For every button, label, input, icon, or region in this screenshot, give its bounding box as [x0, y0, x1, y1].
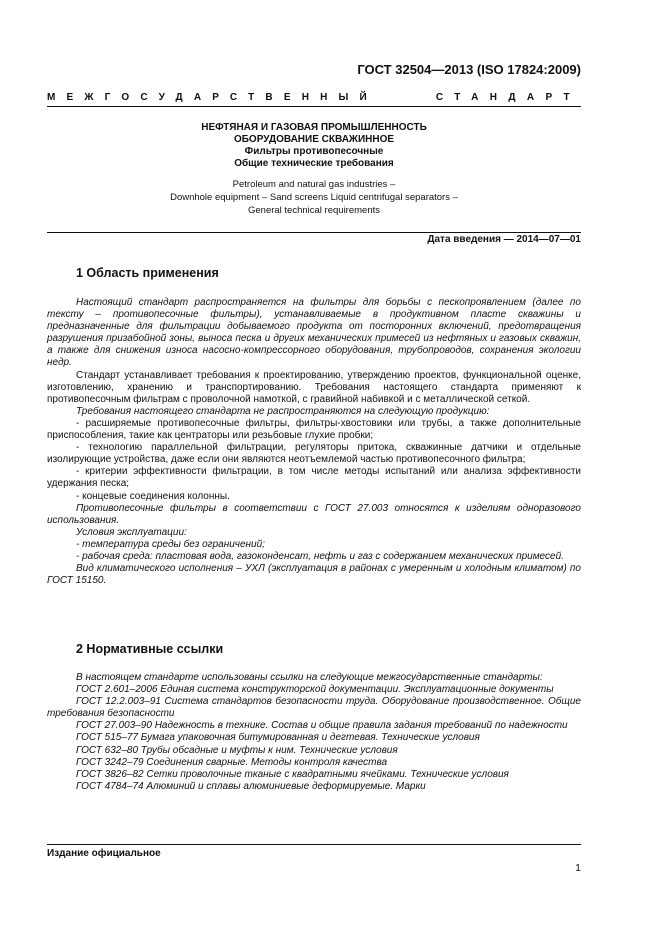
paragraph: В настоящем стандарте использованы ссылки на следующие межгосударственные стандарты: [76, 672, 543, 683]
footer-rule [47, 844, 581, 845]
list-item: - расширяемые противопесочные фильтры, фильтры-хвостовики или трубы, а также дополнительные приспособления, такие как центраторы или резьбовые глухие пробки; [47, 417, 581, 442]
reference-item: ГОСТ 12.2.003–91 Система стандартов безопасности труда. Оборудование производственное. Общие требования безопасности [47, 696, 581, 720]
title-rule [47, 232, 581, 233]
title-ru-line: Фильтры противопесочные [244, 146, 384, 157]
document-title-block [47, 122, 581, 217]
list-item: - технологию параллельной фильтрации, регуляторы притока, скважинные датчики и отдельные изолирующие устройства, даже если они являются неотъемлемой частью противопесочного фильтра; [47, 442, 581, 466]
section-heading-scope: 1 Область применения [76, 266, 219, 280]
reference-item: ГОСТ 515–77 Бумага упаковочная битумированная и дегтевая. Технические условия [76, 732, 480, 744]
page-number: 1 [575, 862, 581, 874]
interstate-standard-banner [47, 92, 581, 107]
title-ru-line: Общие технические требования [234, 158, 394, 169]
title-en-line: Petroleum and natural gas industries – [232, 179, 396, 190]
paragraph: Требования настоящего стандарта не распространяются на следующую продукцию: [76, 405, 490, 417]
header-rule [47, 106, 581, 107]
paragraph: Настоящий стандарт распространяется на фильтры для борьбы с пескопроявлением (далее по тексту – противопесочные фильтры), устанавливаемые в продуктивном пласте скважины и предназначенные для фильтрации добываемого продукта от посторонних включений, предотвращения разрушения призабойной зоны, выноса песка и других механических примесей из нефтяных и газовых скважин, а также для снижения износа насосно-компрессорного оборудования, трубопроводов, сохранения экологии недр. [47, 297, 581, 369]
section-references-body [47, 672, 581, 793]
title-ru-line: ОБОРУДОВАНИЕ СКВАЖИННОЕ [233, 134, 395, 145]
list-item: - рабочая среда: пластовая вода, газоконденсат, нефть и газ с содержанием механических примесей. [76, 550, 564, 562]
title-ru-line: НЕФТЯНАЯ И ГАЗОВАЯ ПРОМЫШЛЕННОСТЬ [201, 122, 427, 133]
paragraph: Противопесочные фильтры в соответствии с ГОСТ 27.003 относятся к изделиям одноразового использования. [47, 502, 581, 526]
title-en-line: Downhole equipment – Sand screens Liquid centrifugal separators – [170, 192, 458, 203]
reference-item: ГОСТ 3826–82 Сетки проволочные тканые с квадратными ячейками. Технические условия [76, 768, 509, 780]
official-edition-label: Издание официальное [47, 848, 161, 859]
reference-item: ГОСТ 2.601–2006 Единая система конструкторской документации. Эксплуатационные документы [76, 684, 554, 696]
section-heading-references: 2 Нормативные ссылки [76, 642, 224, 656]
list-item: - концевые соединения колонны. [76, 490, 230, 502]
reference-item: ГОСТ 4784–74 Алюминий и сплавы алюминиевые деформируемые. Марки [76, 780, 426, 792]
list-item: - критерии эффективности фильтрации, в том числе методы испытаний или анализа эффективности удержания песка; [47, 466, 581, 490]
reference-item: ГОСТ 3242–79 Соединения сварные. Методы контроля качества [76, 756, 388, 768]
paragraph: Вид климатического исполнения – УХЛ (эксплуатация в районах с умеренным и холодным климатом) по ГОСТ 15150. [47, 563, 581, 587]
paragraph: Условия эксплуатации: [76, 526, 187, 538]
paragraph: Стандарт устанавливает требования к проектированию, утверждению проектов, функциональной оценке, изготовлению, хранению и транспортированию. Требования настоящего стандарта применяют к противопесочным фильтрам с проволочной намоткой, с гравийной набивкой и с металлической сеткой. [47, 369, 581, 405]
list-item: - температура среды без ограничений; [76, 538, 265, 550]
interstate-word: МЕЖГОСУДАРСТВЕННЫЙ [47, 92, 378, 103]
reference-item: ГОСТ 27.003–90 Надежность в технике. Состав и общие правила задания требований по надежности [76, 720, 568, 732]
section-scope-body [47, 297, 581, 587]
reference-item: ГОСТ 632–80 Трубы обсадные и муфты к ним. Технические условия [76, 744, 398, 756]
introduction-date: Дата введения — 2014—07—01 [427, 234, 581, 245]
standard-word: СТАНДАРТ [435, 92, 581, 103]
title-en-line: General technical requirements [247, 205, 380, 216]
document-number: ГОСТ 32504—2013 (ISO 17824:2009) [357, 62, 581, 77]
